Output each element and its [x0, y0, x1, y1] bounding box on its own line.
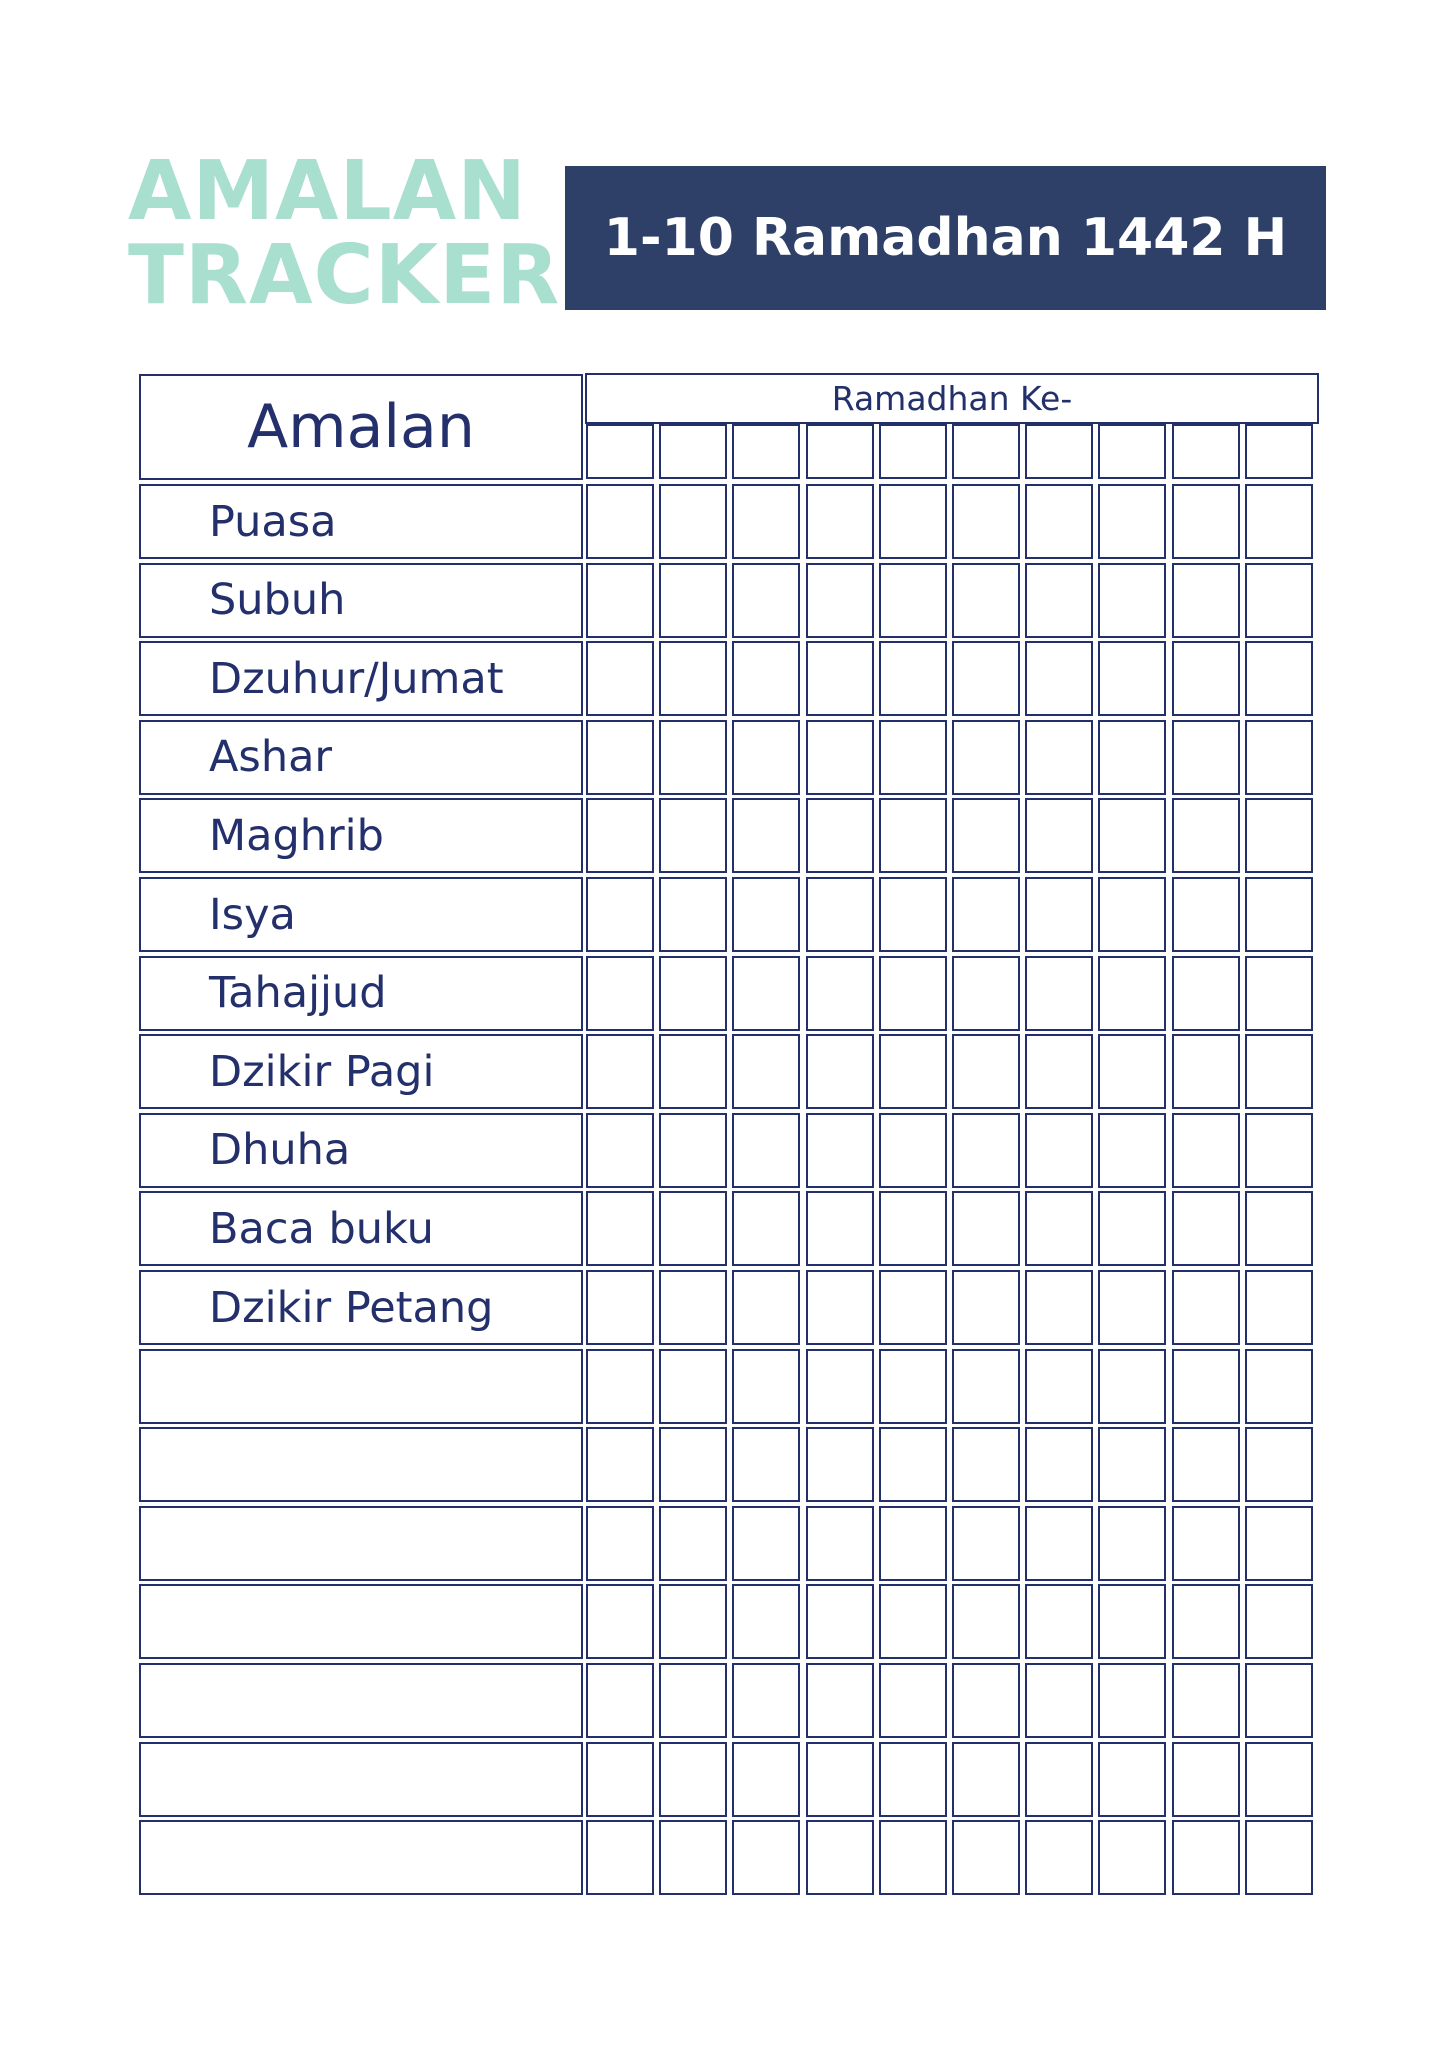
day-checkbox-cell[interactable] [1245, 1663, 1313, 1738]
day-checkbox-cell[interactable] [586, 1506, 654, 1581]
day-checkbox-cell[interactable] [806, 798, 874, 873]
day-header-cell [586, 424, 654, 479]
day-checkbox-cell[interactable] [952, 1113, 1020, 1188]
day-checkbox-cell[interactable] [732, 1506, 800, 1581]
day-checkbox-cell[interactable] [806, 484, 874, 559]
day-checkbox-cell[interactable] [1025, 1349, 1093, 1424]
day-checkbox-cell[interactable] [732, 720, 800, 795]
day-checkbox-cell[interactable] [732, 1034, 800, 1109]
day-checkbox-cell[interactable] [1025, 798, 1093, 873]
day-checkbox-cell[interactable] [1098, 641, 1166, 716]
day-checkbox-cell[interactable] [806, 1427, 874, 1502]
amalan-label-cell [139, 1191, 583, 1266]
day-header-cell [1245, 424, 1313, 479]
day-checkbox-cell[interactable] [1172, 1427, 1240, 1502]
amalan-label-cell [139, 877, 583, 952]
day-checkbox-cell[interactable] [1098, 1270, 1166, 1345]
day-checkbox-cell[interactable] [1245, 1191, 1313, 1266]
day-checkbox-cell[interactable] [732, 641, 800, 716]
day-checkbox-cell[interactable] [806, 1506, 874, 1581]
day-checkbox-cell[interactable] [806, 1742, 874, 1817]
day-checkbox-cell[interactable] [659, 956, 727, 1031]
day-checkbox-cell[interactable] [1245, 956, 1313, 1031]
day-checkbox-cell[interactable] [879, 956, 947, 1031]
day-checkbox-cell[interactable] [952, 1191, 1020, 1266]
day-checkbox-cell[interactable] [1098, 956, 1166, 1031]
day-checkbox-cell[interactable] [659, 641, 727, 716]
day-checkbox-cell[interactable] [586, 641, 654, 716]
day-checkbox-cell[interactable] [659, 1270, 727, 1345]
amalan-label: Subuh [209, 575, 346, 626]
amalan-label-cell [139, 798, 583, 873]
day-checkbox-cell[interactable] [732, 798, 800, 873]
day-checkbox-cell[interactable] [1172, 1663, 1240, 1738]
day-checkbox-cell[interactable] [806, 641, 874, 716]
day-checkbox-cell[interactable] [659, 1427, 727, 1502]
day-checkbox-cell[interactable] [732, 1270, 800, 1345]
amalan-label: Tahajjud [209, 968, 387, 1019]
day-checkbox-cell[interactable] [879, 641, 947, 716]
day-checkbox-cell[interactable] [879, 1742, 947, 1817]
day-checkbox-cell[interactable] [586, 1034, 654, 1109]
day-checkbox-cell[interactable] [1172, 1270, 1240, 1345]
day-checkbox-cell[interactable] [1245, 1349, 1313, 1424]
day-checkbox-cell[interactable] [1172, 1191, 1240, 1266]
day-checkbox-cell[interactable] [1245, 1506, 1313, 1581]
day-checkbox-cell[interactable] [806, 1191, 874, 1266]
amalan-label-cell [139, 1034, 583, 1109]
day-header-cell [1098, 424, 1166, 479]
day-checkbox-cell[interactable] [1172, 1034, 1240, 1109]
day-checkbox-cell[interactable] [879, 1820, 947, 1895]
day-checkbox-cell[interactable] [1098, 1584, 1166, 1659]
day-checkbox-cell[interactable] [732, 1427, 800, 1502]
day-checkbox-cell[interactable] [659, 1034, 727, 1109]
title-line-2: TRACKER [128, 228, 561, 323]
amalan-label: Dzuhur/Jumat [209, 653, 504, 704]
amalan-label-cell [139, 1820, 583, 1895]
day-checkbox-cell[interactable] [806, 1270, 874, 1345]
day-checkbox-cell[interactable] [1098, 798, 1166, 873]
day-checkbox-cell[interactable] [879, 1034, 947, 1109]
day-header-cell [879, 424, 947, 479]
amalan-label-cell [139, 1506, 583, 1581]
day-checkbox-cell[interactable] [879, 1584, 947, 1659]
day-checkbox-cell[interactable] [659, 1584, 727, 1659]
day-checkbox-cell[interactable] [659, 1663, 727, 1738]
day-checkbox-cell[interactable] [1245, 563, 1313, 638]
amalan-label: Ashar [209, 732, 333, 783]
page-title [128, 144, 561, 323]
day-checkbox-cell[interactable] [586, 1427, 654, 1502]
day-checkbox-cell[interactable] [1025, 956, 1093, 1031]
amalan-label-cell [139, 1427, 583, 1502]
day-checkbox-cell[interactable] [732, 1584, 800, 1659]
day-checkbox-cell[interactable] [952, 1820, 1020, 1895]
day-checkbox-cell[interactable] [1172, 1820, 1240, 1895]
day-checkbox-cell[interactable] [952, 1663, 1020, 1738]
day-checkbox-cell[interactable] [1245, 641, 1313, 716]
period-banner [565, 166, 1326, 310]
days-column-header-text: Ramadhan Ke- [831, 379, 1073, 418]
day-checkbox-cell[interactable] [1098, 1191, 1166, 1266]
day-checkbox-cell[interactable] [806, 1113, 874, 1188]
day-checkbox-cell[interactable] [1025, 1034, 1093, 1109]
amalan-label-cell [139, 1742, 583, 1817]
day-checkbox-cell[interactable] [586, 1191, 654, 1266]
day-checkbox-cell[interactable] [952, 1427, 1020, 1502]
day-checkbox-cell[interactable] [732, 1113, 800, 1188]
day-checkbox-cell[interactable] [1172, 956, 1240, 1031]
day-checkbox-cell[interactable] [952, 798, 1020, 873]
day-checkbox-cell[interactable] [659, 1349, 727, 1424]
day-checkbox-cell[interactable] [806, 563, 874, 638]
day-checkbox-cell[interactable] [1025, 877, 1093, 952]
amalan-label: Dzikir Petang [209, 1282, 494, 1333]
amalan-label: Isya [209, 889, 296, 940]
day-checkbox-cell[interactable] [1025, 563, 1093, 638]
day-header-cell [659, 424, 727, 479]
day-checkbox-cell[interactable] [952, 1742, 1020, 1817]
day-checkbox-cell[interactable] [806, 1349, 874, 1424]
day-checkbox-cell[interactable] [1172, 1506, 1240, 1581]
day-checkbox-cell[interactable] [586, 720, 654, 795]
day-checkbox-cell[interactable] [1025, 1820, 1093, 1895]
day-checkbox-cell[interactable] [952, 1349, 1020, 1424]
day-checkbox-cell[interactable] [732, 956, 800, 1031]
day-checkbox-cell[interactable] [1025, 1191, 1093, 1266]
day-checkbox-cell[interactable] [1098, 720, 1166, 795]
day-checkbox-cell[interactable] [952, 1584, 1020, 1659]
day-checkbox-cell[interactable] [1245, 484, 1313, 559]
day-checkbox-cell[interactable] [659, 1742, 727, 1817]
day-checkbox-cell[interactable] [1245, 1034, 1313, 1109]
day-checkbox-cell[interactable] [1172, 1113, 1240, 1188]
day-header-cell [1172, 424, 1240, 479]
title-line-1: AMALAN [128, 144, 527, 239]
day-checkbox-cell[interactable] [1172, 484, 1240, 559]
day-checkbox-cell[interactable] [1172, 798, 1240, 873]
day-checkbox-cell[interactable] [879, 1506, 947, 1581]
day-checkbox-cell[interactable] [586, 877, 654, 952]
day-checkbox-cell[interactable] [586, 1584, 654, 1659]
day-checkbox-cell[interactable] [1245, 1113, 1313, 1188]
day-checkbox-cell[interactable] [952, 877, 1020, 952]
day-checkbox-cell[interactable] [879, 720, 947, 795]
day-checkbox-cell[interactable] [586, 1820, 654, 1895]
day-checkbox-cell[interactable] [879, 484, 947, 559]
day-checkbox-cell[interactable] [1025, 1113, 1093, 1188]
day-checkbox-cell[interactable] [879, 1191, 947, 1266]
day-checkbox-cell[interactable] [1098, 1034, 1166, 1109]
day-checkbox-cell[interactable] [586, 484, 654, 559]
amalan-label-cell [139, 1349, 583, 1424]
day-checkbox-cell[interactable] [1172, 720, 1240, 795]
day-checkbox-cell[interactable] [806, 1034, 874, 1109]
amalan-label-cell [139, 1663, 583, 1738]
day-checkbox-cell[interactable] [1172, 1584, 1240, 1659]
day-checkbox-cell[interactable] [1025, 1663, 1093, 1738]
day-checkbox-cell[interactable] [879, 877, 947, 952]
day-checkbox-cell[interactable] [659, 563, 727, 638]
day-checkbox-cell[interactable] [806, 956, 874, 1031]
day-checkbox-cell[interactable] [732, 877, 800, 952]
day-checkbox-cell[interactable] [1025, 1584, 1093, 1659]
day-checkbox-cell[interactable] [806, 720, 874, 795]
day-checkbox-cell[interactable] [1245, 720, 1313, 795]
day-checkbox-cell[interactable] [1245, 1270, 1313, 1345]
day-checkbox-cell[interactable] [1245, 1427, 1313, 1502]
day-checkbox-cell[interactable] [1098, 1427, 1166, 1502]
period-banner-text: 1-10 Ramadhan 1442 H [603, 208, 1288, 268]
day-checkbox-cell[interactable] [1098, 1742, 1166, 1817]
day-checkbox-cell[interactable] [1098, 563, 1166, 638]
day-checkbox-cell[interactable] [1245, 877, 1313, 952]
day-checkbox-cell[interactable] [1172, 563, 1240, 638]
day-checkbox-cell[interactable] [806, 877, 874, 952]
day-checkbox-cell[interactable] [1025, 1506, 1093, 1581]
day-checkbox-cell[interactable] [732, 1742, 800, 1817]
day-checkbox-cell[interactable] [1172, 641, 1240, 716]
days-column-header [585, 373, 1319, 424]
day-checkbox-cell[interactable] [659, 1506, 727, 1581]
day-checkbox-cell[interactable] [732, 563, 800, 638]
day-checkbox-cell[interactable] [1172, 1349, 1240, 1424]
day-checkbox-cell[interactable] [806, 1820, 874, 1895]
day-header-cell [732, 424, 800, 479]
amalan-label-cell [139, 956, 583, 1031]
day-checkbox-cell[interactable] [952, 1270, 1020, 1345]
amalan-label-cell [139, 641, 583, 716]
amalan-label-cell [139, 484, 583, 559]
day-checkbox-cell[interactable] [1245, 1742, 1313, 1817]
day-header-cell [1025, 424, 1093, 479]
day-checkbox-cell[interactable] [806, 1663, 874, 1738]
day-checkbox-cell[interactable] [879, 563, 947, 638]
amalan-label: Dhuha [209, 1125, 351, 1176]
day-checkbox-cell[interactable] [732, 484, 800, 559]
day-checkbox-cell[interactable] [659, 720, 727, 795]
day-checkbox-cell[interactable] [1098, 1506, 1166, 1581]
day-checkbox-cell[interactable] [586, 563, 654, 638]
amalan-label-cell [139, 563, 583, 638]
day-checkbox-cell[interactable] [952, 563, 1020, 638]
amalan-label: Puasa [209, 496, 337, 547]
day-checkbox-cell[interactable] [806, 1584, 874, 1659]
day-checkbox-cell[interactable] [1245, 798, 1313, 873]
day-checkbox-cell[interactable] [1245, 1820, 1313, 1895]
day-checkbox-cell[interactable] [1172, 1742, 1240, 1817]
day-checkbox-cell[interactable] [952, 956, 1020, 1031]
amalan-label: Dzikir Pagi [209, 1046, 435, 1097]
day-checkbox-cell[interactable] [732, 1663, 800, 1738]
day-checkbox-cell[interactable] [659, 877, 727, 952]
day-checkbox-cell[interactable] [659, 1113, 727, 1188]
amalan-label-cell [139, 720, 583, 795]
day-checkbox-cell[interactable] [586, 1349, 654, 1424]
day-checkbox-cell[interactable] [879, 1427, 947, 1502]
day-checkbox-cell[interactable] [1025, 1270, 1093, 1345]
day-checkbox-cell[interactable] [586, 1113, 654, 1188]
day-checkbox-cell[interactable] [1245, 1584, 1313, 1659]
day-checkbox-cell[interactable] [879, 1349, 947, 1424]
day-checkbox-cell[interactable] [952, 720, 1020, 795]
day-checkbox-cell[interactable] [1098, 1113, 1166, 1188]
day-checkbox-cell[interactable] [732, 1349, 800, 1424]
day-checkbox-cell[interactable] [659, 484, 727, 559]
day-checkbox-cell[interactable] [879, 1270, 947, 1345]
day-header-cell [952, 424, 1020, 479]
day-checkbox-cell[interactable] [1098, 1663, 1166, 1738]
day-checkbox-cell[interactable] [1098, 877, 1166, 952]
day-checkbox-cell[interactable] [952, 1034, 1020, 1109]
day-checkbox-cell[interactable] [1025, 484, 1093, 559]
day-checkbox-cell[interactable] [1025, 720, 1093, 795]
amalan-label-cell [139, 1270, 583, 1345]
day-checkbox-cell[interactable] [1025, 641, 1093, 716]
day-checkbox-cell[interactable] [952, 641, 1020, 716]
amalan-label-cell [139, 1113, 583, 1188]
day-checkbox-cell[interactable] [659, 1820, 727, 1895]
amalan-label: Baca buku [209, 1203, 434, 1254]
day-checkbox-cell[interactable] [659, 1191, 727, 1266]
day-checkbox-cell[interactable] [879, 798, 947, 873]
day-checkbox-cell[interactable] [732, 1820, 800, 1895]
amalan-column-header-text: Amalan [247, 392, 475, 462]
amalan-label-cell [139, 1584, 583, 1659]
day-checkbox-cell[interactable] [1098, 484, 1166, 559]
day-checkbox-cell[interactable] [586, 1742, 654, 1817]
amalan-column-header [139, 374, 583, 480]
day-checkbox-cell[interactable] [879, 1113, 947, 1188]
day-header-cell [806, 424, 874, 479]
day-checkbox-cell[interactable] [586, 956, 654, 1031]
amalan-label: Maghrib [209, 810, 384, 861]
day-checkbox-cell[interactable] [586, 798, 654, 873]
day-checkbox-cell[interactable] [1098, 1349, 1166, 1424]
day-checkbox-cell[interactable] [586, 1270, 654, 1345]
day-checkbox-cell[interactable] [952, 484, 1020, 559]
day-checkbox-cell[interactable] [1025, 1742, 1093, 1817]
day-checkbox-cell[interactable] [1098, 1820, 1166, 1895]
day-checkbox-cell[interactable] [1025, 1427, 1093, 1502]
day-checkbox-cell[interactable] [732, 1191, 800, 1266]
day-checkbox-cell[interactable] [952, 1506, 1020, 1581]
day-checkbox-cell[interactable] [586, 1663, 654, 1738]
day-checkbox-cell[interactable] [659, 798, 727, 873]
day-checkbox-cell[interactable] [879, 1663, 947, 1738]
day-checkbox-cell[interactable] [1172, 877, 1240, 952]
